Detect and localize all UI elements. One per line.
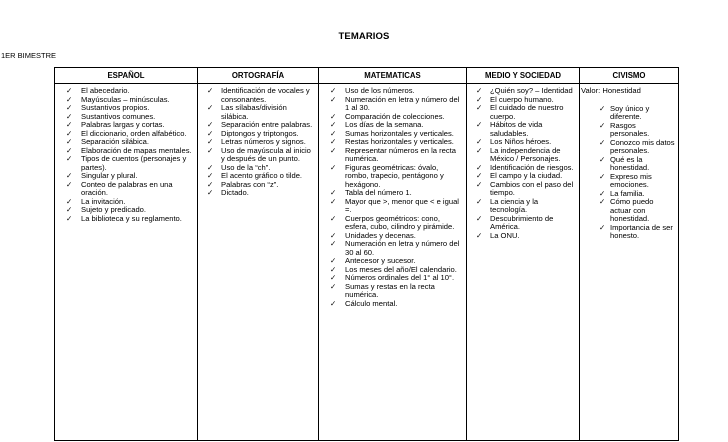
- topic-text: El cuidado de nuestro cuerpo.: [490, 103, 564, 121]
- topic-text: Soy único y diferente.: [610, 103, 650, 121]
- topic-text: Importancia de ser honesto.: [610, 222, 673, 240]
- topic-text: Singular y plural.: [81, 171, 138, 180]
- topic-text: Tipos de cuentos (personajes y partes).: [81, 154, 187, 172]
- checkmark-icon: ✓: [207, 120, 214, 129]
- topic-list-matematicas: [319, 87, 464, 308]
- header-matematicas: MATEMATICAS: [319, 68, 467, 84]
- topic-text: Cálculo mental.: [345, 298, 398, 308]
- document-title: TEMARIOS: [338, 31, 390, 42]
- list-item: [55, 181, 195, 198]
- topic-text: La independencia de México / Personajes.: [490, 145, 561, 163]
- list-item: [580, 224, 676, 241]
- checkmark-icon: ✓: [66, 171, 73, 180]
- list-item: [580, 122, 676, 139]
- temario-table: [54, 67, 679, 441]
- checkmark-icon: ✓: [207, 86, 214, 95]
- list-item: [580, 173, 676, 190]
- topic-text: El abecedario.: [81, 86, 130, 95]
- checkmark-icon: ✓: [66, 154, 73, 163]
- topic-text: La biblioteca y su reglamento.: [81, 213, 182, 223]
- cell-espanol: [55, 84, 198, 441]
- checkmark-icon: ✓: [476, 196, 483, 206]
- topic-text: ¿Quién soy? – Identidad: [490, 86, 573, 95]
- cell-matematicas: [319, 84, 467, 441]
- topic-list-civismo: [580, 105, 676, 241]
- topic-text: Expreso mis emociones.: [610, 171, 652, 189]
- checkmark-icon: ✓: [330, 137, 337, 146]
- topic-text: Números ordinales del 1° al 10°.: [345, 273, 455, 282]
- list-item: [319, 283, 464, 300]
- checkmark-icon: ✓: [476, 213, 483, 223]
- topic-text: Separación silábica.: [81, 137, 149, 146]
- checkmark-icon: ✓: [66, 213, 73, 223]
- list-item: [467, 181, 577, 198]
- topic-text: Mayúsculas – minúsculas.: [81, 94, 170, 104]
- checkmark-icon: ✓: [207, 188, 214, 197]
- topic-text: El acento gráfico o tilde.: [221, 171, 303, 180]
- checkmark-icon: ✓: [330, 162, 337, 172]
- topic-text: Separación entre palabras.: [221, 120, 313, 129]
- checkmark-icon: ✓: [330, 273, 337, 282]
- checkmark-icon: ✓: [66, 86, 73, 95]
- checkmark-icon: ✓: [330, 281, 337, 291]
- checkmark-icon: ✓: [207, 171, 214, 180]
- topic-text: Tabla del número 1.: [345, 188, 412, 197]
- checkmark-icon: ✓: [330, 256, 337, 265]
- checkmark-icon: ✓: [66, 205, 73, 214]
- checkmark-icon: ✓: [599, 197, 606, 206]
- checkmark-icon: ✓: [476, 162, 483, 172]
- checkmark-icon: ✓: [66, 137, 73, 146]
- topic-text: Conozco mis datos personales.: [610, 137, 675, 155]
- header-row: [55, 68, 679, 84]
- checkmark-icon: ✓: [476, 94, 483, 104]
- checkmark-icon: ✓: [207, 128, 214, 138]
- checkmark-icon: ✓: [66, 120, 73, 129]
- topic-list-ortografia: [198, 87, 316, 198]
- checkmark-icon: ✓: [330, 188, 337, 197]
- list-item: [580, 198, 676, 224]
- checkmark-icon: ✓: [330, 145, 337, 155]
- checkmark-icon: ✓: [207, 179, 214, 189]
- topic-text: Letras números y signos.: [221, 137, 306, 146]
- topic-text: Representar números en la recta numérica.: [345, 145, 457, 163]
- list-item: [319, 215, 464, 232]
- checkmark-icon: ✓: [476, 145, 483, 155]
- header-ortografia: ORTOGRAFÍA: [198, 68, 319, 84]
- checkmark-icon: ✓: [599, 171, 606, 181]
- checkmark-icon: ✓: [330, 213, 337, 223]
- list-item: [319, 300, 464, 309]
- list-item: [319, 198, 464, 215]
- list-item: [580, 156, 676, 173]
- topic-text: Los Niños héroes.: [490, 137, 552, 146]
- checkmark-icon: ✓: [66, 103, 73, 112]
- checkmark-icon: ✓: [476, 120, 483, 129]
- list-item: [580, 139, 676, 156]
- checkmark-icon: ✓: [330, 128, 337, 138]
- checkmark-icon: ✓: [599, 188, 606, 198]
- checkmark-icon: ✓: [330, 120, 337, 129]
- checkmark-icon: ✓: [599, 103, 606, 113]
- topic-text: Restas horizontales y verticales.: [345, 137, 454, 146]
- checkmark-icon: ✓: [476, 137, 483, 146]
- checkmark-icon: ✓: [476, 86, 483, 95]
- checkmark-icon: ✓: [599, 120, 606, 130]
- checkmark-icon: ✓: [66, 128, 73, 138]
- list-item: [467, 104, 577, 121]
- topic-text: La invitación.: [81, 196, 126, 206]
- list-item: [467, 232, 577, 241]
- list-item: [319, 96, 464, 113]
- topic-text: Cuerpos geométricos: cono, esfera, cubo, cilindro y pirámide.: [345, 213, 455, 231]
- list-item: [55, 155, 195, 172]
- topic-text: Dictado.: [221, 188, 249, 197]
- topic-text: Sumas horizontales y verticales.: [345, 128, 454, 138]
- checkmark-icon: ✓: [330, 230, 337, 240]
- topic-text: Sujeto y predicado.: [81, 205, 147, 214]
- topic-text: Palabras largas y cortas.: [81, 120, 165, 129]
- topic-text: Identificación de vocales y consonantes.: [221, 86, 310, 104]
- topic-text: Rasgos personales.: [610, 120, 650, 138]
- checkmark-icon: ✓: [330, 196, 337, 206]
- topic-text: Figuras geométricas: óvalo, rombo, trapecio, pentágono y hexágono.: [345, 162, 444, 189]
- topic-text: El diccionario, orden alfabético.: [81, 128, 187, 138]
- checkmark-icon: ✓: [66, 196, 73, 206]
- topic-text: Las sílabas/división silábica.: [221, 103, 287, 121]
- topic-text: Los días de la semana.: [345, 120, 424, 129]
- checkmark-icon: ✓: [476, 171, 483, 180]
- topic-text: Numeración en letra y número del 30 al 60.: [345, 239, 460, 257]
- topic-text: Cambios con el paso del tiempo.: [490, 179, 574, 197]
- topic-text: La ONU.: [490, 230, 520, 240]
- topic-text: Unidades y decenas.: [345, 230, 416, 240]
- topic-text: Uso de los números.: [345, 86, 415, 95]
- content-row: [55, 84, 679, 441]
- checkmark-icon: ✓: [207, 162, 214, 172]
- topic-text: Mayor que >, menor que < e igual =.: [345, 196, 459, 214]
- topic-text: Antecesor y sucesor.: [345, 256, 416, 265]
- list-item: [319, 164, 464, 190]
- list-item: [467, 121, 577, 138]
- topic-text: Qué es la honestidad.: [610, 154, 650, 172]
- cell-civismo: [580, 84, 679, 441]
- list-item: [467, 215, 577, 232]
- topic-text: Cómo puedo actuar con honestidad.: [610, 197, 654, 223]
- checkmark-icon: ✓: [330, 94, 337, 104]
- checkmark-icon: ✓: [599, 137, 606, 147]
- topic-text: Comparación de colecciones.: [345, 111, 445, 121]
- topic-text: Descubrimiento de América.: [490, 213, 554, 231]
- topic-text: Uso de mayúscula al inicio y después de un punto.: [221, 145, 311, 163]
- topic-text: Los meses del año/El calendario.: [345, 264, 457, 274]
- header-medio-sociedad: MEDIO Y SOCIEDAD: [467, 68, 580, 84]
- topic-text: Numeración en letra y número del 1 al 30.: [345, 94, 460, 112]
- checkmark-icon: ✓: [330, 86, 337, 95]
- topic-text: Palabras con “z”.: [221, 179, 279, 189]
- list-item: [319, 147, 464, 164]
- topic-text: Hábitos de vida saludables.: [490, 120, 543, 138]
- list-item: [198, 104, 316, 121]
- topic-text: Elaboración de mapas mentales.: [81, 145, 192, 155]
- bimester-label: 1ER BIMESTRE: [1, 51, 57, 60]
- checkmark-icon: ✓: [599, 222, 606, 232]
- list-item: [55, 215, 195, 224]
- checkmark-icon: ✓: [476, 103, 483, 112]
- header-civismo: CIVISMO: [580, 68, 679, 84]
- topic-list-medio-sociedad: [467, 87, 577, 240]
- header-espanol: ESPAÑOL: [55, 68, 198, 84]
- cell-ortografia: [198, 84, 319, 441]
- topic-text: Sumas y restas en la recta numérica.: [345, 281, 435, 299]
- topic-text: La familia.: [610, 188, 645, 198]
- checkmark-icon: ✓: [207, 137, 214, 146]
- topic-list-espanol: [55, 87, 195, 223]
- list-item: [198, 87, 316, 104]
- list-item: [198, 189, 316, 198]
- checkmark-icon: ✓: [599, 154, 606, 164]
- list-item: [198, 181, 316, 190]
- list-item: [467, 198, 577, 215]
- checkmark-icon: ✓: [330, 298, 337, 308]
- checkmark-icon: ✓: [66, 145, 73, 155]
- topic-text: El campo y la ciudad.: [490, 171, 563, 180]
- checkmark-icon: ✓: [207, 145, 214, 155]
- topic-text: Sustantivos propios.: [81, 103, 150, 112]
- list-item: [580, 105, 676, 122]
- topic-text: Conteo de palabras en una oración.: [81, 179, 173, 197]
- topic-text: El cuerpo humano.: [490, 94, 554, 104]
- list-item: [467, 147, 577, 164]
- cell-medio-sociedad: [467, 84, 580, 441]
- topic-text: Sustantivos comunes.: [81, 111, 156, 121]
- checkmark-icon: ✓: [330, 264, 337, 274]
- checkmark-icon: ✓: [476, 179, 483, 189]
- checkmark-icon: ✓: [330, 111, 337, 121]
- topic-text: La ciencia y la tecnología.: [490, 196, 539, 214]
- list-item: [198, 147, 316, 164]
- civismo-value-label: Valor: Honestidad: [581, 86, 641, 95]
- checkmark-icon: ✓: [207, 103, 214, 112]
- topic-text: Uso de la “ch”.: [221, 162, 271, 172]
- topic-text: Diptongos y triptongos.: [221, 128, 299, 138]
- checkmark-icon: ✓: [330, 239, 337, 248]
- topic-text: Identificación de riesgos.: [490, 162, 574, 172]
- checkmark-icon: ✓: [66, 94, 73, 104]
- checkmark-icon: ✓: [66, 111, 73, 121]
- list-item: [319, 240, 464, 257]
- checkmark-icon: ✓: [476, 230, 483, 240]
- checkmark-icon: ✓: [66, 179, 73, 189]
